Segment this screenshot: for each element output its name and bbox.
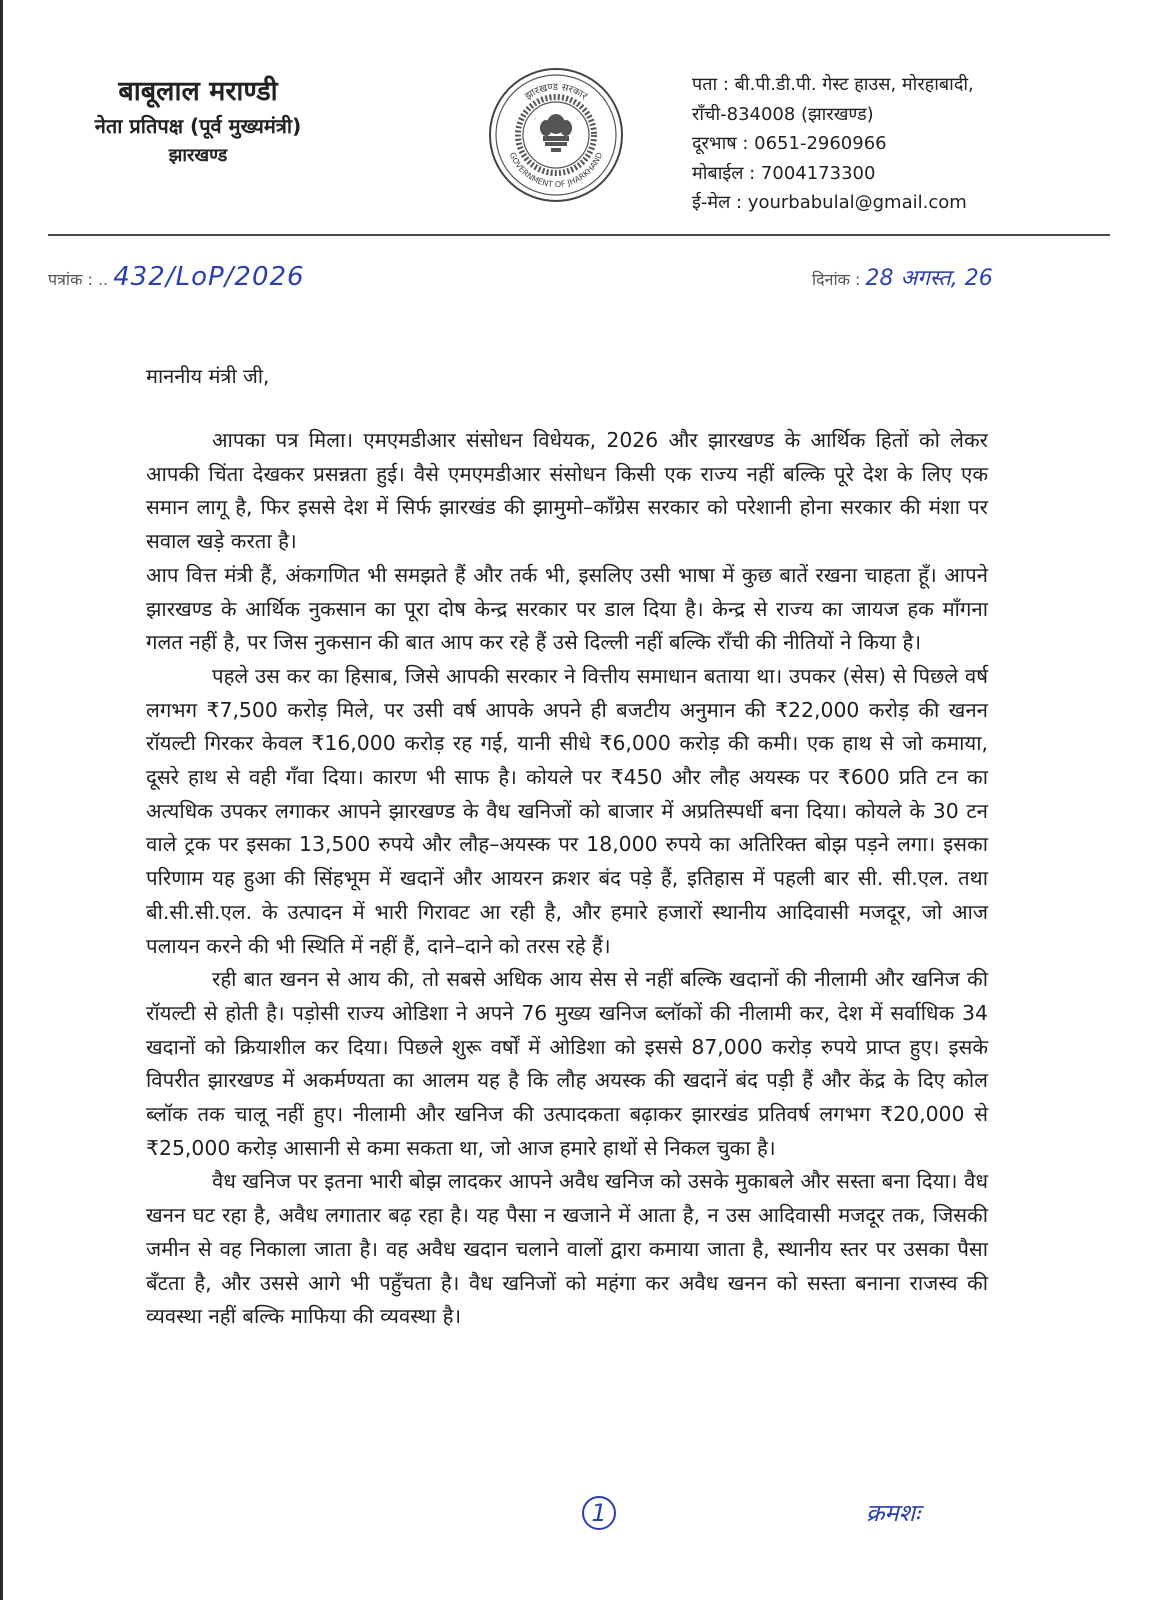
seal-top-text: झारखण्ड सरकार [523,81,589,103]
sender-name: बाबूलाल मराण्डी [118,76,278,107]
address-line-2: राँची-834008 (झारखण्ड) [692,103,874,125]
letter-date [812,262,993,292]
date-value: 28 अगस्त, 26 [865,266,993,291]
reference-value: 432/LoP/2026 [113,262,305,292]
continued-note: क्रमशः [866,1499,920,1527]
paragraph-3: पहले उस कर का हिसाब, जिसे आपकी सरकार ने वित्तीय समाधान बताया था। उपकर (सेस) से पिछले वर्ष लगभग ₹7,500 करोड़ मिले, पर उसी वर्ष आपके अपने ही बजटीय अनुमान की ₹22,000 करोड़ की खनन रॉयल्टी गिरकर केवल ₹16,000 करोड़ रह गई, यानी सीधे ₹6,000 करोड़ की कमी। एक हाथ से जो कमाया, दूसरे हाथ से वही गँवा दिया। कारण भी साफ है। कोयले पर ₹450 और लौह अयस्क पर ₹600 प्रति टन का अत्यधिक उपकर लगाकर आपने झारखण्ड के वैध खनिजों को बाजार में अप्रतिस्पर्धी बना दिया। कोयले के 30 टन वाले ट्रक पर इसका 13,500 रुपये और लौह–अयस्क पर 18,000 रुपये का अतिरिक्त बोझ पड़ने लगा। इसका परिणाम यह हुआ की सिंहभूम में खदानें और आयरन क्रशर बंद पड़े हैं, इतिहास में पहली बार सी. सी.एल. तथा बी.सी.सी.एल. के उत्पादन में भारी गिरावट आ रही है, और हमारे हजारों स्थानीय आदिवासी मजदूर, जो आज पलायन करने की भी स्थिति में नहीं हैं, दाने–दाने को तरस रहे हैं। [146,663,988,958]
reference-dots: .. [97,270,109,289]
paragraph-5: वैध खनिज पर इतना भारी बोझ लादकर आपने अवैध खनिज को उसके मुकाबले और सस्ता बना दिया। वैध खनन घट रहा है, अवैध लगातार बढ़ रहा है। यह पैसा न खजाने में आता है, न उस आदिवासी मजदूर तक, जिसकी जमीन से वह निकाला जाता है। वह अवैध खदान चलाने वालों द्वारा कमाया जाता है, स्थानीय स्तर पर उसका पैसा बँटता है, और उससे आगे भी पहुँचता है। वैध खनिजों को महंगा कर अवैध खनन को सस्ता बनाना राजस्व की व्यवस्था नहीं बल्कि माफिया की व्यवस्था है। [146,1169,988,1329]
salutation: माननीय मंत्री जी, [146,364,270,388]
email-line: ई-मेल : yourbabulal@gmail.com [692,192,967,213]
seal-bottom-text: GOVERNMENT OF JHARKHAND [507,151,605,190]
sender-state: झारखण्ड [168,145,228,166]
mobile-line: मोबाईल : 7004173300 [692,162,876,184]
date-label: दिनांक : [812,270,861,289]
phone-line: दूरभाष : 0651-2960966 [692,133,887,154]
letterhead-sender [48,74,348,170]
emblem-icon [540,114,572,152]
reference-number [48,262,305,292]
paragraph-4: रही बात खनन से आय की, तो सबसे अधिक आय सेस से नहीं बल्कि खदानों की नीलामी और खनिज की रॉयल्टी से होती है। पड़ोसी राज्य ओडिशा ने अपने 76 मुख्य खनिज ब्लॉकों की नीलामी कर, देश में सर्वाधिक 34 खदानों को क्रियाशील कर दिया। पिछले शुरू वर्षों में ओडिशा को इससे 87,000 करोड़ रुपये प्राप्त हुए। इसके विपरीत झारखण्ड में अकर्मण्यता का आलम यह है कि लौह अयस्क की खदानें बंद पड़ी हैं और केंद्र के दिए कोल ब्लॉक तक चालू नहीं हुए। नीलामी और खनिज की उत्पादकता बढ़ाकर झारखंड प्रतिवर्ष लगभग ₹20,000 से ₹25,000 करोड़ आसानी से कमा सकता था, जो आज हमारे हाथों से निकल चुका है। [146,967,988,1160]
paragraph-1: आपका पत्र मिला। एमएमडीआर संसोधन विधेयक, 2026 और झारखण्ड के आर्थिक हितों को लेकर आपकी चिंता देखकर प्रसन्नता हुई। वैसे एमएमडीआर संसोधन किसी एक राज्य नहीं बल्कि पूरे देश के लिए एक समान लागू है, फिर इससे देश में सिर्फ झारखंड की झामुमो–काँग्रेस सरकार को परेशानी होना सरकार की मंशा पर सवाल खड़े करता है। [146,428,988,554]
address-line-1: पता : बी.पी.डी.पी. गेस्ट हाउस, मोरहाबादी, [692,74,974,95]
letter-body [146,424,988,1334]
reference-label: पत्रांक : [48,270,93,289]
sender-designation: नेता प्रतिपक्ष (पूर्व मुख्यमंत्री) [94,114,302,138]
paragraph-2: आप वित्त मंत्री हैं, अंकगणित भी समझते हैं और तर्क भी, इसलिए उसी भाषा में कुछ बातें रखना चाहता हूँ। आपने झारखण्ड के आर्थिक नुकसान का पूरा दोष केन्द्र सरकार पर डाल दिया है। केन्द्र से राज्य का जायज हक माँगना गलत नहीं है, पर जिस नुकसान की बात आप कर रहे हैं उसे दिल्ली नहीं बल्कि राँची की नीतियों ने किया है। [146,562,988,655]
letterhead-divider [48,234,1110,236]
svg-text:झारखण्ड सरकार [523,82,589,103]
government-seal [487,66,625,204]
page-number: 1 [582,1496,616,1530]
page-edge [0,0,3,1600]
letterhead-contact [692,70,1147,218]
